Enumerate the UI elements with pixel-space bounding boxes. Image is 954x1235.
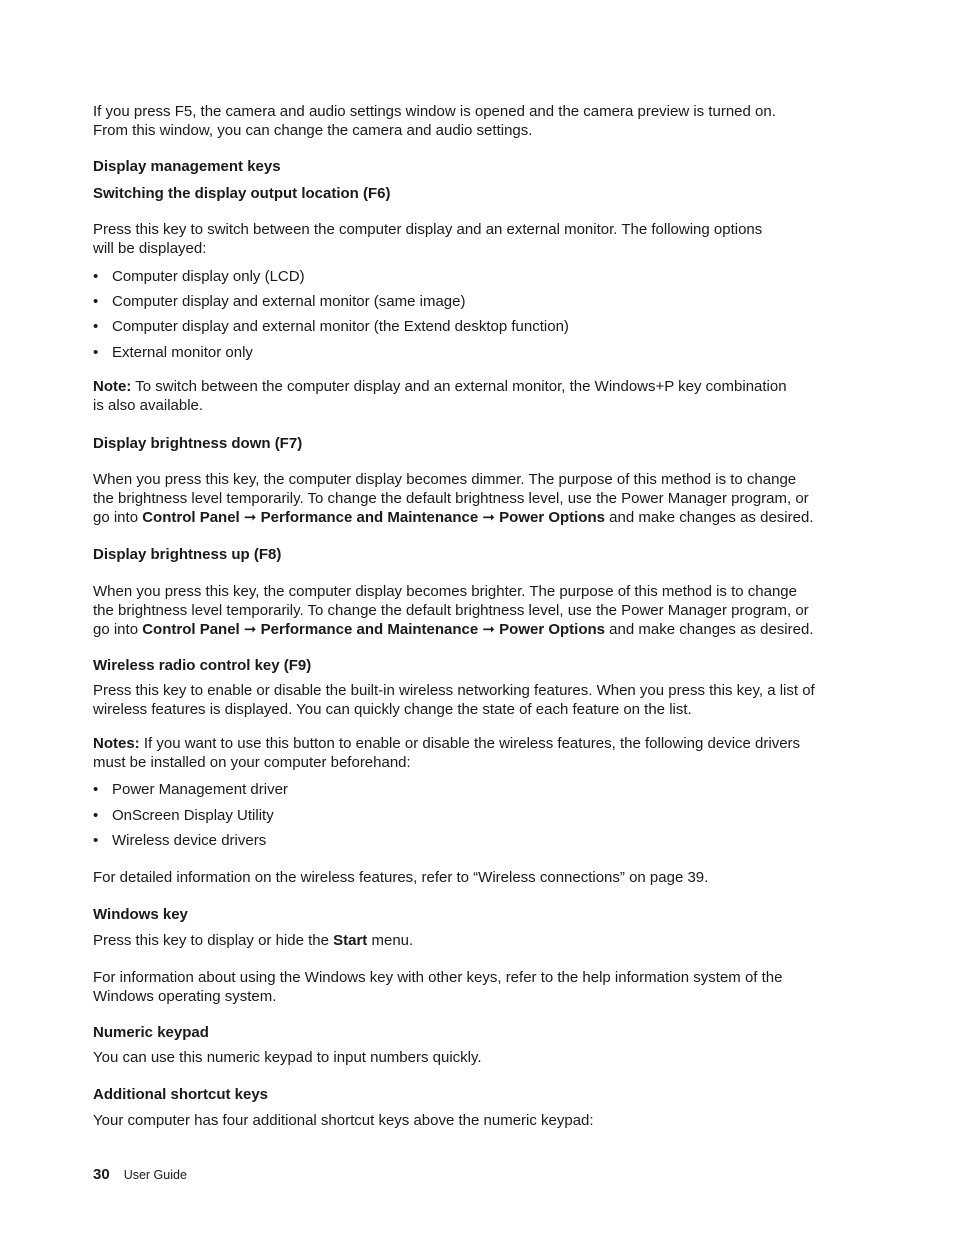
note-label: Note:	[93, 378, 132, 395]
subheading-numeric-keypad: Numeric keypad	[93, 1024, 209, 1041]
brightness-down-line-2: the brightness level temporarily. To change the default brightness level, use the Power Manager program, or	[93, 490, 809, 507]
list-item: • OnScreen Display Utility	[93, 807, 274, 824]
brightness-down-line-3-prefix: go into	[93, 509, 143, 526]
windows-key-info-line-1: For information about using the Windows key with other keys, refer to the help information system of the	[93, 969, 783, 986]
brightness-down-line-3-suffix: and make changes as desired.	[605, 509, 814, 526]
bullet-icon: •	[93, 807, 99, 824]
subheading-additional-shortcut-keys: Additional shortcut keys	[93, 1086, 269, 1103]
power-options-path: Power Options	[499, 621, 605, 638]
wireless-line-1: Press this key to enable or disable the built-in wireless networking features. When you press this key, a list of	[93, 682, 815, 699]
control-panel-path: Control Panel	[142, 509, 240, 526]
arrow-right-icon: ➞	[482, 621, 495, 638]
page-number: 30	[93, 1166, 110, 1183]
display-note	[93, 377, 853, 415]
subheading-brightness-down: Display brightness down (F7)	[93, 435, 303, 452]
footer-title: User Guide	[123, 1168, 187, 1182]
arrow-right-icon: ➞	[243, 509, 257, 526]
wireless-reference: For detailed information on the wireless features, refer to “Wireless connections” on page 39.	[93, 869, 709, 886]
windows-key-line-suffix: menu.	[367, 932, 414, 949]
bullet-icon: •	[93, 781, 99, 798]
intro-paragraph	[93, 102, 853, 140]
control-panel-path: Control Panel	[142, 621, 240, 638]
wireless-paragraph	[93, 681, 853, 719]
list-item: • Power Management driver	[93, 781, 288, 798]
windows-key-paragraph	[93, 931, 853, 950]
brightness-up-line-3-prefix: go into	[93, 621, 143, 638]
brightness-down-paragraph	[93, 470, 853, 527]
section-heading-display-management: Display management keys	[93, 158, 281, 175]
arrow-right-icon: ➞	[243, 621, 257, 638]
list-item: • Wireless device drivers	[93, 832, 267, 849]
numeric-keypad-paragraph: You can use this numeric keypad to input numbers quickly.	[93, 1049, 482, 1066]
wireless-line-2: wireless features is displayed. You can quickly change the state of each feature on the list.	[93, 701, 692, 718]
subheading-wireless: Wireless radio control key (F9)	[93, 657, 312, 674]
bullet-icon: •	[93, 344, 99, 361]
notes-line-2: must be installed on your computer beforehand:	[93, 754, 411, 771]
switch-display-line-2: will be displayed:	[93, 240, 207, 257]
notes-line-1: If you want to use this button to enable or disable the wireless features, the following device drivers	[143, 735, 801, 752]
bullet-icon: •	[93, 293, 99, 310]
shortcut-keys-paragraph: Your computer has four additional shortcut keys above the numeric keypad:	[93, 1112, 594, 1129]
note-line-1: To switch between the computer display and an external monitor, the Windows+P key combination	[135, 378, 787, 395]
bullet-icon: •	[93, 832, 99, 849]
start-menu-term: Start	[333, 932, 368, 949]
wireless-notes	[93, 734, 853, 772]
windows-key-line-prefix: Press this key to display or hide the	[93, 932, 334, 949]
list-item: • Computer display only (LCD)	[93, 268, 305, 285]
arrow-right-icon: ➞	[482, 509, 495, 526]
power-options-path: Power Options	[499, 509, 605, 526]
switch-display-line-1: Press this key to switch between the computer display and an external monitor. The following options	[93, 221, 763, 238]
performance-maintenance-path: Performance and Maintenance	[260, 621, 479, 638]
brightness-up-line-3-suffix: and make changes as desired.	[605, 621, 814, 638]
intro-line-2: From this window, you can change the camera and audio settings.	[93, 122, 533, 139]
note-line-2: is also available.	[93, 397, 204, 414]
list-item: • External monitor only	[93, 344, 253, 361]
subheading-switch-display: Switching the display output location (F6)	[93, 185, 391, 202]
page-footer	[93, 1165, 187, 1185]
windows-key-info	[93, 968, 853, 1006]
notes-label: Notes:	[93, 735, 140, 752]
performance-maintenance-path: Performance and Maintenance	[260, 509, 479, 526]
brightness-up-line-2: the brightness level temporarily. To change the default brightness level, use the Power Manager program, or	[93, 602, 809, 619]
bullet-icon: •	[93, 318, 99, 335]
bullet-icon: •	[93, 268, 99, 285]
brightness-down-line-1: When you press this key, the computer display becomes dimmer. The purpose of this method is to change	[93, 471, 797, 488]
subheading-brightness-up: Display brightness up (F8)	[93, 546, 282, 563]
list-item: • Computer display and external monitor (the Extend desktop function)	[93, 318, 569, 335]
subheading-windows-key: Windows key	[93, 906, 188, 923]
switch-display-paragraph	[93, 220, 853, 258]
brightness-up-paragraph	[93, 582, 853, 639]
list-item: • Computer display and external monitor (same image)	[93, 293, 466, 310]
intro-line-1: If you press F5, the camera and audio settings window is opened and the camera preview is turned on.	[93, 103, 776, 120]
brightness-up-line-1: When you press this key, the computer display becomes brighter. The purpose of this method is to change	[93, 583, 797, 600]
windows-key-info-line-2: Windows operating system.	[93, 988, 277, 1005]
